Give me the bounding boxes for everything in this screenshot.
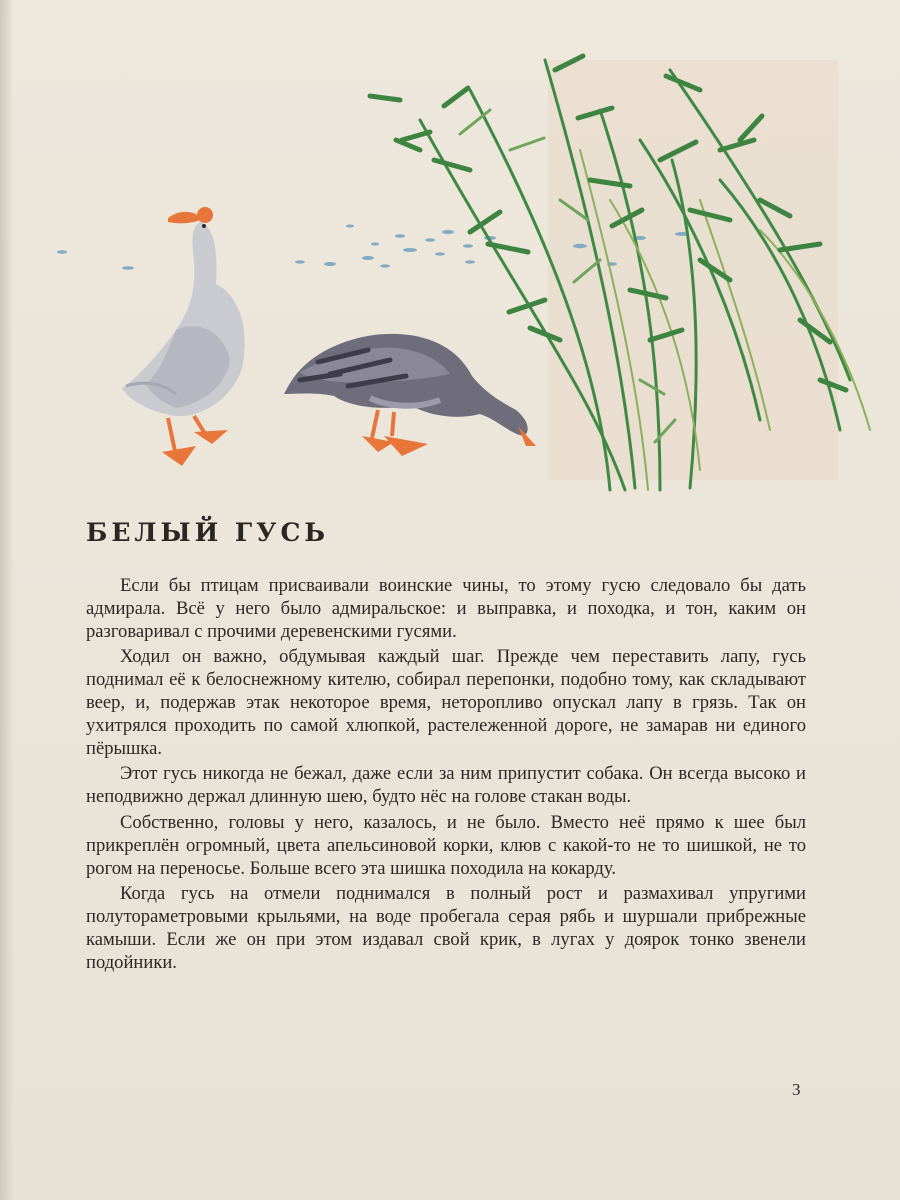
- illustration-geese-and-reeds: [0, 0, 900, 500]
- page-number: 3: [792, 1080, 801, 1099]
- white-goose-icon: [122, 207, 245, 466]
- story-title: БЕЛЫЙ ГУСЬ: [86, 518, 329, 547]
- paragraph: Ходил он важно, обдумывая каждый шаг. Прежде чем переставить лапу, гусь поднимал её к белоснежному кителю, собирал перепонки, подобно тому, как складывают веер, и, подержав этак некоторое время, неторопливо опускал лапу в грязь. Так он ухитрялся проходить по самой хлюпкой, растележенной дороге, не замарав ни единого пёрышка.: [86, 646, 806, 759]
- paragraph: Когда гусь на отмели поднимался в полный рост и размахивал упругими полутораметровыми крыльями, на воде пробегала серая рябь и шуршали прибрежные камыши. Если же он при этом издавал свой крик, в лугах у доярок тонко звенели подойники.: [86, 883, 806, 973]
- paragraph: Собственно, головы у него, казалось, и не было. Вместо неё прямо к шее был прикреплён огромный, цвета апельсиновой корки, клюв с какой-то не то шишкой, не то рогом на переносье. Больше всего эта шишка походила на кокарду.: [86, 811, 806, 879]
- paragraph: Если бы птицам присваивали воинские чины, то этому гусю следовало бы дать адмирала. Всё у него было адмиральское: и выправка, и походка, и тон, каким он разговаривал с прочими деревенскими гусями.: [86, 575, 806, 642]
- grey-goose-icon: [284, 334, 536, 456]
- paragraph: Этот гусь никогда не бежал, даже если за ним припустит собака. Он всегда высоко и неподвижно держал длинную шею, будто нёс на голове стакан воды.: [86, 763, 806, 808]
- story-body: [86, 575, 806, 978]
